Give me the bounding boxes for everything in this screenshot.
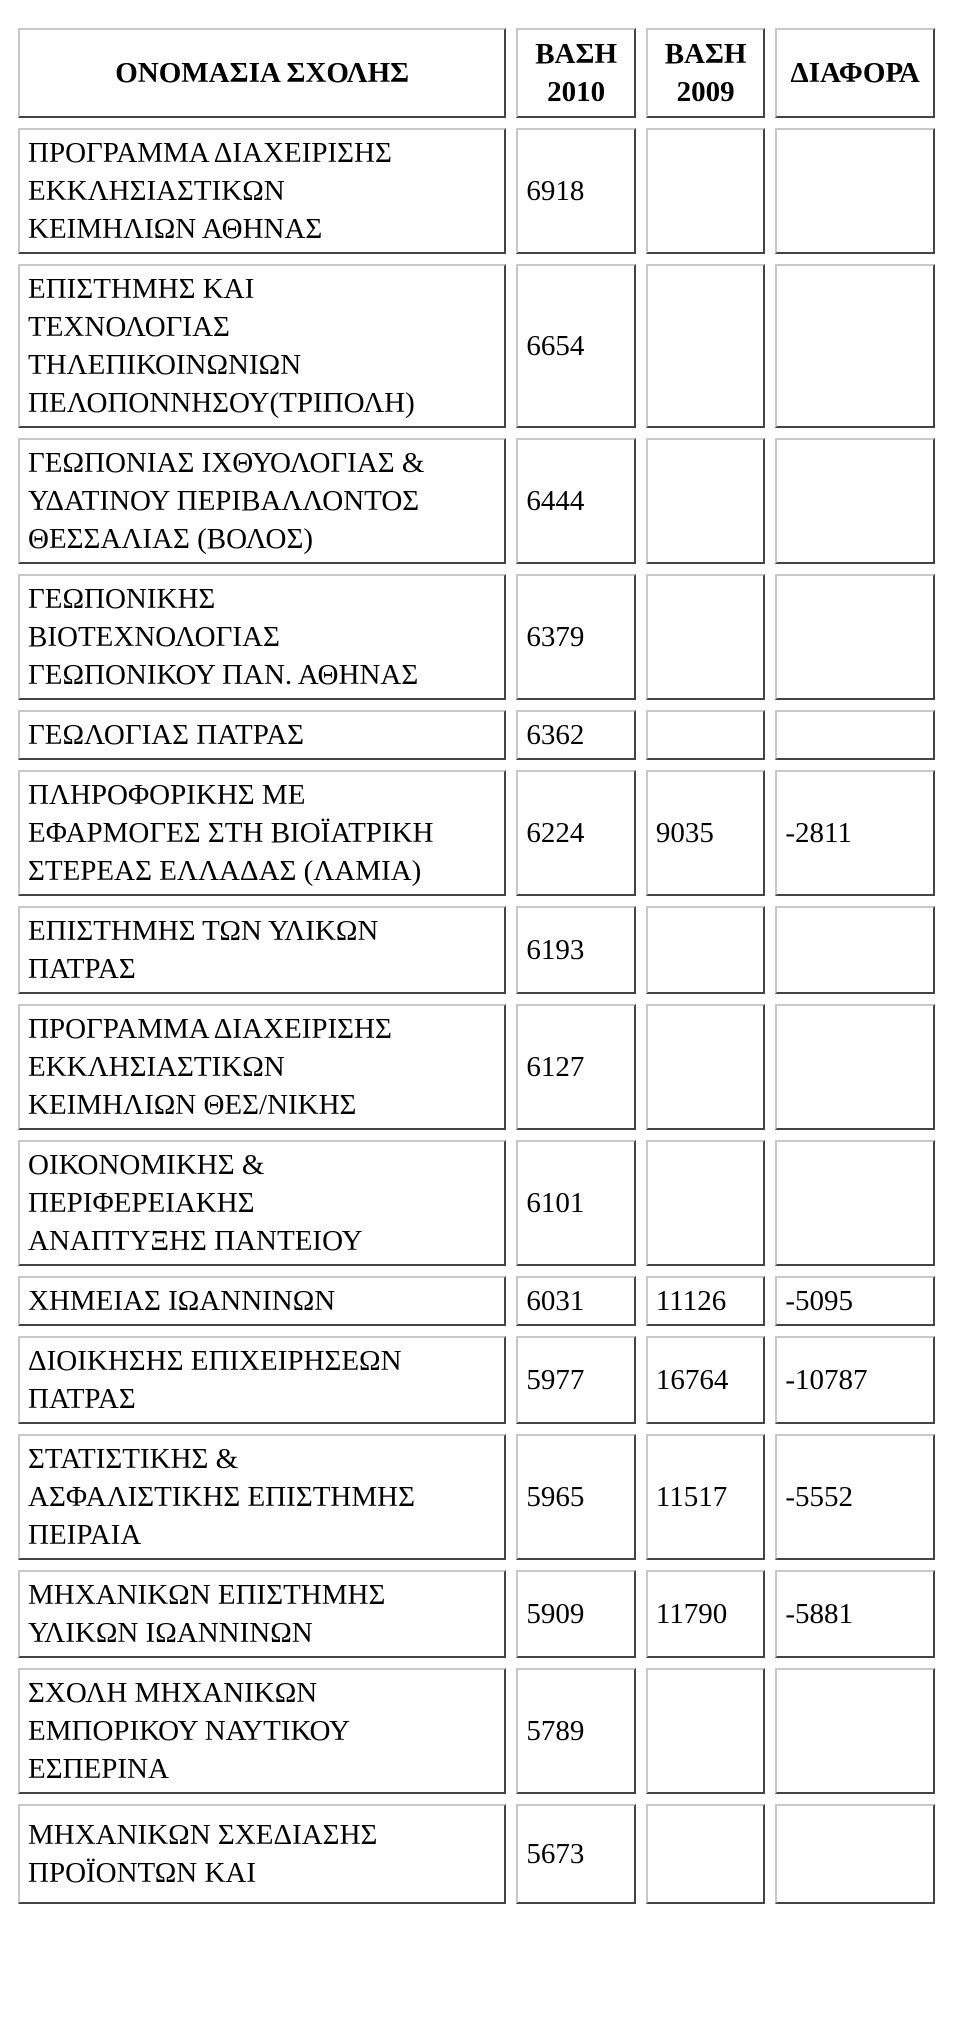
school-name-cell bbox=[18, 574, 506, 700]
school-name-cell bbox=[18, 264, 506, 428]
school-name-cell bbox=[18, 1434, 506, 1560]
base-2010-cell-text: 6444 bbox=[526, 485, 585, 517]
base-2010-cell bbox=[516, 264, 635, 428]
header-school-name-label: ΟΝΟΜΑΣΙΑ ΣΧΟΛΗΣ bbox=[115, 57, 410, 89]
school-name-cell bbox=[18, 1336, 506, 1424]
difference-cell bbox=[775, 906, 935, 994]
difference-cell-text: -5552 bbox=[785, 1481, 854, 1513]
base-2010-cell bbox=[516, 1668, 635, 1794]
base-2009-cell bbox=[646, 438, 765, 564]
base-2010-cell-text: 6031 bbox=[526, 1285, 585, 1317]
base-2010-cell-text: 6654 bbox=[526, 330, 585, 362]
school-name-cell-text: ΕΠΙΣΤΗΜΗΣ ΤΩΝ ΥΛΙΚΩΝ ΠΑΤΡΑΣ bbox=[28, 915, 379, 985]
table-row bbox=[18, 1336, 935, 1424]
difference-cell bbox=[775, 1336, 935, 1424]
table-row bbox=[18, 1434, 935, 1560]
header-school-name bbox=[18, 28, 506, 118]
difference-cell bbox=[775, 1276, 935, 1326]
difference-cell-text: -2811 bbox=[785, 817, 852, 849]
school-name-cell bbox=[18, 1570, 506, 1658]
base-2010-cell-text: 5909 bbox=[526, 1598, 585, 1630]
base-2010-cell bbox=[516, 1434, 635, 1560]
school-name-cell-text: ΣΧΟΛΗ ΜΗΧΑΝΙΚΩΝ ΕΜΠΟΡΙΚΟΥ ΝΑΥΤΙΚΟΥ ΕΣΠΕΡΙΝΑ bbox=[28, 1677, 350, 1785]
school-name-cell bbox=[18, 710, 506, 760]
school-name-cell bbox=[18, 1668, 506, 1794]
difference-cell bbox=[775, 1434, 935, 1560]
base-2009-cell bbox=[646, 1434, 765, 1560]
school-name-cell-text: ΓΕΩΠΟΝΙΚΗΣ ΒΙΟΤΕΧΝΟΛΟΓΙΑΣ ΓΕΩΠΟΝΙΚΟΥ ΠΑΝ. ΑΘΗΝΑΣ bbox=[28, 583, 419, 691]
base-2010-cell-text: 5673 bbox=[526, 1838, 585, 1870]
base-2009-cell bbox=[646, 710, 765, 760]
base-2010-cell bbox=[516, 710, 635, 760]
school-name-cell bbox=[18, 1276, 506, 1326]
header-base-2009 bbox=[646, 28, 765, 118]
difference-cell bbox=[775, 1140, 935, 1266]
base-2010-cell-text: 6379 bbox=[526, 621, 585, 653]
admission-scores-table bbox=[8, 18, 945, 1914]
table-row bbox=[18, 1004, 935, 1130]
difference-cell-text: -5881 bbox=[785, 1598, 854, 1630]
base-2010-cell bbox=[516, 1570, 635, 1658]
header-base-2010-label: ΒΑΣΗ 2010 bbox=[535, 38, 618, 108]
school-name-cell bbox=[18, 128, 506, 254]
table-row bbox=[18, 1804, 935, 1904]
base-2009-cell bbox=[646, 1276, 765, 1326]
base-2010-cell bbox=[516, 128, 635, 254]
table-row bbox=[18, 438, 935, 564]
difference-cell bbox=[775, 264, 935, 428]
school-name-cell-text: ΕΠΙΣΤΗΜΗΣ ΚΑΙ ΤΕΧΝΟΛΟΓΙΑΣ ΤΗΛΕΠΙΚΟΙΝΩΝΙΩΝ ΠΕΛΟΠΟΝΝΗΣΟΥ(ΤΡΙΠΟΛΗ) bbox=[28, 273, 415, 419]
school-name-cell bbox=[18, 1140, 506, 1266]
table-row bbox=[18, 1140, 935, 1266]
school-name-cell bbox=[18, 1004, 506, 1130]
base-2010-cell-text: 6224 bbox=[526, 817, 585, 849]
base-2010-cell-text: 6193 bbox=[526, 934, 585, 966]
difference-cell-text: -5095 bbox=[785, 1285, 854, 1317]
table-row bbox=[18, 1668, 935, 1794]
school-name-cell bbox=[18, 770, 506, 896]
school-name-cell-text: ΟΙΚΟΝΟΜΙΚΗΣ & ΠΕΡΙΦΕΡΕΙΑΚΗΣ ΑΝΑΠΤΥΞΗΣ ΠΑΝΤΕΙΟΥ bbox=[28, 1149, 363, 1257]
base-2010-cell-text: 5789 bbox=[526, 1715, 585, 1747]
base-2009-cell bbox=[646, 128, 765, 254]
base-2010-cell bbox=[516, 574, 635, 700]
base-2010-cell bbox=[516, 770, 635, 896]
base-2009-cell bbox=[646, 1140, 765, 1266]
base-2010-cell-text: 6101 bbox=[526, 1187, 585, 1219]
header-difference-label: ΔΙΑΦΟΡΑ bbox=[790, 57, 920, 89]
school-name-cell-text: ΠΛΗΡΟΦΟΡΙΚΗΣ ΜΕ ΕΦΑΡΜΟΓΕΣ ΣΤΗ ΒΙΟΪΑΤΡΙΚΗ ΣΤΕΡΕΑΣ ΕΛΛΑΔΑΣ (ΛΑΜΙΑ) bbox=[28, 779, 434, 887]
base-2010-cell-text: 5965 bbox=[526, 1481, 585, 1513]
school-name-cell-text: ΧΗΜΕΙΑΣ ΙΩΑΝΝΙΝΩΝ bbox=[28, 1285, 336, 1317]
base-2010-cell bbox=[516, 1336, 635, 1424]
base-2010-cell bbox=[516, 906, 635, 994]
school-name-cell-text: ΓΕΩΠΟΝΙΑΣ ΙΧΘΥΟΛΟΓΙΑΣ & ΥΔΑΤΙΝΟΥ ΠΕΡΙΒΑΛΛΟΝΤΟΣ ΘΕΣΣΑΛΙΑΣ (ΒΟΛΟΣ) bbox=[28, 447, 425, 555]
base-2009-cell-text: 11790 bbox=[655, 1598, 728, 1630]
table-row bbox=[18, 1570, 935, 1658]
table-row bbox=[18, 128, 935, 254]
table-row bbox=[18, 1276, 935, 1326]
difference-cell bbox=[775, 770, 935, 896]
base-2010-cell bbox=[516, 1004, 635, 1130]
base-2009-cell bbox=[646, 1570, 765, 1658]
table-row bbox=[18, 710, 935, 760]
difference-cell-text: -10787 bbox=[785, 1364, 868, 1396]
base-2009-cell bbox=[646, 1336, 765, 1424]
base-2009-cell bbox=[646, 1804, 765, 1904]
table-row bbox=[18, 574, 935, 700]
base-2009-cell-text: 11126 bbox=[655, 1285, 727, 1317]
table-row bbox=[18, 770, 935, 896]
table-row bbox=[18, 264, 935, 428]
base-2009-cell bbox=[646, 574, 765, 700]
difference-cell bbox=[775, 1570, 935, 1658]
base-2009-cell bbox=[646, 1004, 765, 1130]
base-2010-cell-text: 6362 bbox=[526, 719, 585, 751]
base-2010-cell-text: 6918 bbox=[526, 175, 585, 207]
base-2009-cell bbox=[646, 770, 765, 896]
school-name-cell bbox=[18, 1804, 506, 1904]
header-row bbox=[18, 28, 935, 118]
header-base-2010 bbox=[516, 28, 635, 118]
base-2010-cell bbox=[516, 1276, 635, 1326]
school-name-cell-text: ΜΗΧΑΝΙΚΩΝ ΕΠΙΣΤΗΜΗΣ ΥΛΙΚΩΝ ΙΩΑΝΝΙΝΩΝ bbox=[28, 1579, 386, 1649]
difference-cell bbox=[775, 574, 935, 700]
base-2009-cell bbox=[646, 264, 765, 428]
difference-cell bbox=[775, 438, 935, 564]
table-row bbox=[18, 906, 935, 994]
base-2009-cell-text: 16764 bbox=[655, 1364, 729, 1396]
difference-cell bbox=[775, 710, 935, 760]
base-2009-cell-text: 11517 bbox=[655, 1481, 728, 1513]
base-2010-cell-text: 5977 bbox=[526, 1364, 585, 1396]
school-name-cell-text: ΜΗΧΑΝΙΚΩΝ ΣΧΕΔΙΑΣΗΣ ΠΡΟΪΟΝΤΩΝ ΚΑΙ bbox=[28, 1819, 378, 1889]
difference-cell bbox=[775, 1004, 935, 1130]
base-2010-cell bbox=[516, 1804, 635, 1904]
header-base-2009-label: ΒΑΣΗ 2009 bbox=[664, 38, 747, 108]
base-2010-cell bbox=[516, 438, 635, 564]
header-difference bbox=[775, 28, 935, 118]
base-2009-cell bbox=[646, 906, 765, 994]
school-name-cell-text: ΠΡΟΓΡΑΜΜΑ ΔΙΑΧΕΙΡΙΣΗΣ ΕΚΚΛΗΣΙΑΣΤΙΚΩΝ ΚΕΙΜΗΛΙΩΝ ΘΕΣ/ΝΙΚΗΣ bbox=[28, 1013, 392, 1121]
base-2010-cell bbox=[516, 1140, 635, 1266]
school-name-cell-text: ΔΙΟΙΚΗΣΗΣ ΕΠΙΧΕΙΡΗΣΕΩΝ ΠΑΤΡΑΣ bbox=[28, 1345, 402, 1415]
school-name-cell bbox=[18, 906, 506, 994]
school-name-cell-text: ΣΤΑΤΙΣΤΙΚΗΣ & ΑΣΦΑΛΙΣΤΙΚΗΣ ΕΠΙΣΤΗΜΗΣ ΠΕΙΡΑΙΑ bbox=[28, 1443, 415, 1551]
school-name-cell-text: ΓΕΩΛΟΓΙΑΣ ΠΑΤΡΑΣ bbox=[28, 719, 305, 751]
school-name-cell-text: ΠΡΟΓΡΑΜΜΑ ΔΙΑΧΕΙΡΙΣΗΣ ΕΚΚΛΗΣΙΑΣΤΙΚΩΝ ΚΕΙΜΗΛΙΩΝ ΑΘΗΝΑΣ bbox=[28, 137, 392, 245]
school-name-cell bbox=[18, 438, 506, 564]
difference-cell bbox=[775, 1804, 935, 1904]
base-2010-cell-text: 6127 bbox=[526, 1051, 585, 1083]
base-2009-cell-text: 9035 bbox=[655, 817, 714, 849]
difference-cell bbox=[775, 128, 935, 254]
base-2009-cell bbox=[646, 1668, 765, 1794]
difference-cell bbox=[775, 1668, 935, 1794]
